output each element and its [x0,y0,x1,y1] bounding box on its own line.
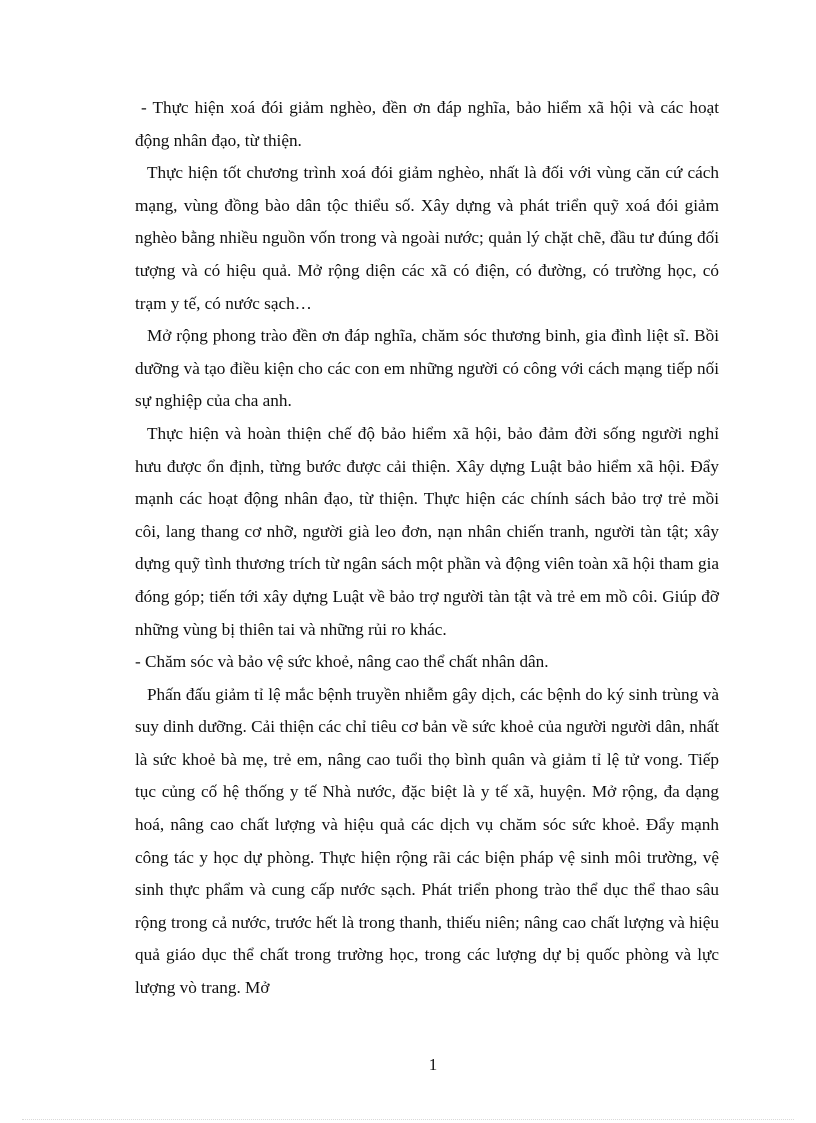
document-body [135,92,719,1005]
paragraph-health-improvement: Phấn đấu giảm tỉ lệ mắc bệnh truyền nhiễm gây dịch, các bệnh do ký sinh trùng và suy dinh dưỡng. Cải thiện các chỉ tiêu cơ bản về sức khoẻ của người người dân, nhất là sức khoẻ bà mẹ, trẻ em, nâng cao tuổi thọ bình quân và giảm tỉ lệ tử vong. Tiếp tục củng cố hệ thống y tế Nhà nước, đặc biệt là y tế xã, huyện. Mở rộng, đa dạng hoá, nâng cao chất lượng và hiệu quả các dịch vụ chăm sóc sức khoẻ. Đẩy mạnh công tác y học dự phòng. Thực hiện rộng rãi các biện pháp vệ sinh môi trường, vệ sinh thực phẩm và cung cấp nước sạch. Phát triển phong trào thể dục thể thao sâu rộng trong cả nước, trước hết là trong thanh, thiếu niên; nâng cao chất lượng và hiệu quả giáo dục thể chất trong trường học, trong các lượng dự bị quốc phòng và lực lượng vò trang. Mở [135,684,719,998]
footer-divider [22,1119,794,1120]
paragraph-gratitude-movement: Mở rộng phong trào đền ơn đáp nghĩa, chăm sóc thương binh, gia đình liệt sĩ. Bồi dưỡng và tạo điều kiện cho các con em những người có công với cách mạng tiếp nối sự nghiệp của cha anh. [135,326,719,411]
paragraph-social-insurance: Thực hiện và hoàn thiện chế độ bảo hiểm xã hội, bảo đảm đời sống người nghỉ hưu được ổn định, từng bước được cải thiện. Xây dựng Luật bảo hiểm xã hội. Đẩy mạnh các hoạt động nhân đạo, từ thiện. Thực hiện các chính sách bảo trợ trẻ mồi côi, lang thang cơ nhỡ, người già leo đơn, nạn nhân chiến tranh, người tàn tật; xây dựng quỹ tình thương trích từ ngân sách một phần và động viên toàn xã hội tham gia đóng góp; tiến tới xây dựng Luật về bảo trợ người tàn tật và trẻ em mồ côi. Giúp đỡ những vùng bị thiên tai và những rủi ro khác. [135,423,719,639]
paragraph-poverty-program: Thực hiện tốt chương trình xoá đói giảm nghèo, nhất là đối với vùng căn cứ cách mạng, vùng đồng bào dân tộc thiểu số. Xây dựng và phát triển quỹ xoá đói giảm nghèo bằng nhiều nguồn vốn trong và ngoài nước; quản lý chặt chẽ, đầu tư đúng đối tượng và có hiệu quả. Mở rộng diện các xã có điện, có đường, có trường học, có trạm y tế, có nước sạch… [135,163,719,313]
page-number: 1 [428,1055,438,1074]
bullet-paragraph-poverty-reduction: - Thực hiện xoá đói giảm nghèo, đền ơn đáp nghĩa, bảo hiểm xã hội và các hoạt động nhân đạo, từ thiện. [135,98,719,150]
bullet-paragraph-health-care: - Chăm sóc và bảo vệ sức khoẻ, nâng cao thể chất nhân dân. [135,652,549,672]
